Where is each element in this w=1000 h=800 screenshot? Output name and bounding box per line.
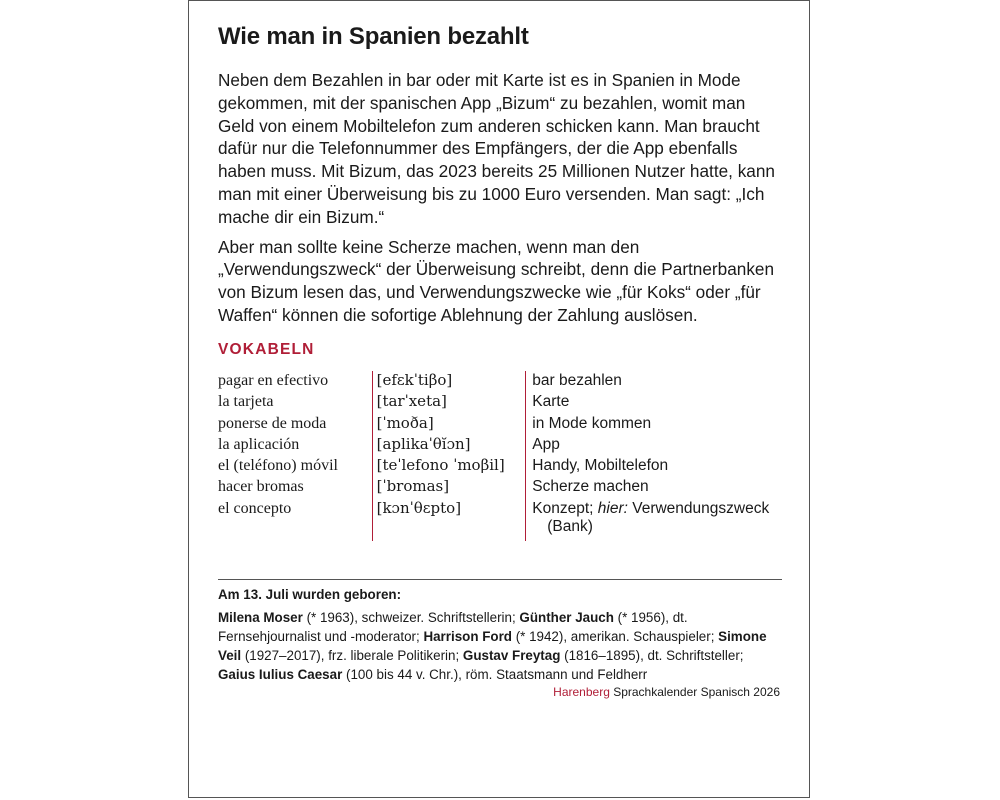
vocab-pronunciation: [kɔnˈθɛpto] xyxy=(376,498,462,517)
vocab-row xyxy=(218,456,788,477)
page-title: Wie man in Spanien bezahlt xyxy=(218,23,529,50)
person-detail: (1816–1895), dt. Schriftsteller; xyxy=(560,648,744,663)
article-body xyxy=(218,69,784,334)
vocab-row xyxy=(218,371,788,392)
vocab-spanish: la aplicación xyxy=(218,435,300,453)
vocab-pronunciation: [teˈlefono ˈmoβil] xyxy=(376,456,505,475)
paragraph-1: Neben dem Bezahlen in bar oder mit Karte ist es in Spanien in Mode gekommen, mit der spanischen App „Bizum“ zu bezahlen, womit man Geld von einem Mobiltelefon zum anderen schicken kann. Man braucht dafür nur die Telefonnummer des Empfängers, der die App ebenfalls haben muss. Mit Bizum, das 2023 bereits 25 Millionen Nutzer hatte, kann man mit einer Überweisung bis zu 1000 Euro versenden. Man sagt: „Ich mache dir ein Bizum.“ xyxy=(218,70,775,227)
vocab-german xyxy=(527,500,788,536)
publisher-footer xyxy=(553,685,780,699)
vocab-pronunciation: [efɛkˈtiβo] xyxy=(376,371,453,389)
vocab-spanish: el concepto xyxy=(218,499,292,517)
vocab-row xyxy=(218,435,788,456)
calendar-page xyxy=(188,0,810,798)
vocab-table xyxy=(218,371,788,535)
vocab-german-prefix: Konzept; xyxy=(532,499,598,517)
vocab-column-divider xyxy=(525,371,526,541)
vocab-german-suffix: Verwendungszweck xyxy=(627,499,770,517)
person-name: Günther Jauch xyxy=(519,610,614,625)
vocab-german: bar bezahlen xyxy=(532,372,622,389)
birthdays-list xyxy=(218,608,784,684)
vocab-german: App xyxy=(532,435,560,453)
person-detail: (100 bis 44 v. Chr.), röm. Staatsmann und Feldherr xyxy=(342,667,648,682)
vocab-pronunciation: [aplikaˈθĭɔn] xyxy=(376,434,471,453)
vocab-row xyxy=(218,414,788,435)
paragraph-2: Aber man sollte keine Scherze machen, wenn man den „Verwendungszweck“ der Überweisung schreibt, denn die Partnerbanken von Bizum lesen das, und Verwendungszwecke wie „für Koks“ oder „für Waffen“ können die sofortige Ablehnung der Zahlung auslösen. xyxy=(218,236,775,325)
publisher-title: Sprachkalender Spanisch 2026 xyxy=(609,685,780,699)
vocab-german: Handy, Mobiltelefon xyxy=(532,457,669,475)
vocab-pronunciation: [tarˈxeta] xyxy=(376,392,447,411)
vocab-german: Scherze machen xyxy=(532,478,649,496)
person-detail: (* 1942), amerikan. Schauspieler; xyxy=(511,629,719,644)
vocab-pronunciation: [ˈmoða] xyxy=(376,413,434,432)
vocab-heading: VOKABELN xyxy=(218,341,315,358)
person-name: Gustav Freytag xyxy=(462,648,561,663)
section-divider xyxy=(218,579,782,580)
vocab-spanish: ponerse de moda xyxy=(218,414,327,432)
vocab-column-divider xyxy=(372,371,373,541)
person-name: Harrison Ford xyxy=(423,629,512,644)
vocab-spanish: pagar en efectivo xyxy=(218,372,329,389)
person-name: Simone Veil xyxy=(218,629,767,663)
vocab-spanish: hacer bromas xyxy=(218,478,304,496)
person-detail: (1927–2017), frz. liberale Politikerin; xyxy=(241,648,463,663)
publisher-brand: Harenberg xyxy=(553,685,610,699)
vocab-row xyxy=(218,498,788,535)
person-name: Milena Moser xyxy=(218,610,303,625)
person-detail: (* 1956), dt. Fernsehjournalist und -moderator; xyxy=(218,610,688,644)
birthdays-section xyxy=(218,585,784,684)
vocab-german-italic: hier: xyxy=(597,499,628,517)
vocab-german: in Mode kommen xyxy=(532,414,652,432)
vocab-pronunciation: [ˈbromas] xyxy=(376,477,450,496)
vocab-spanish: el (teléfono) móvil xyxy=(218,457,338,475)
vocab-spanish: la tarjeta xyxy=(218,393,274,411)
birthdays-heading: Am 13. Juli wurden geboren: xyxy=(218,587,402,602)
vocab-german-continuation: (Bank) xyxy=(547,517,593,535)
person-detail: (* 1963), schweizer. Schriftstellerin; xyxy=(302,610,520,625)
person-name: Gaius Iulius Caesar xyxy=(218,667,343,682)
vocab-row xyxy=(218,477,788,498)
vocab-row xyxy=(218,392,788,413)
vocab-german: Karte xyxy=(532,393,570,411)
